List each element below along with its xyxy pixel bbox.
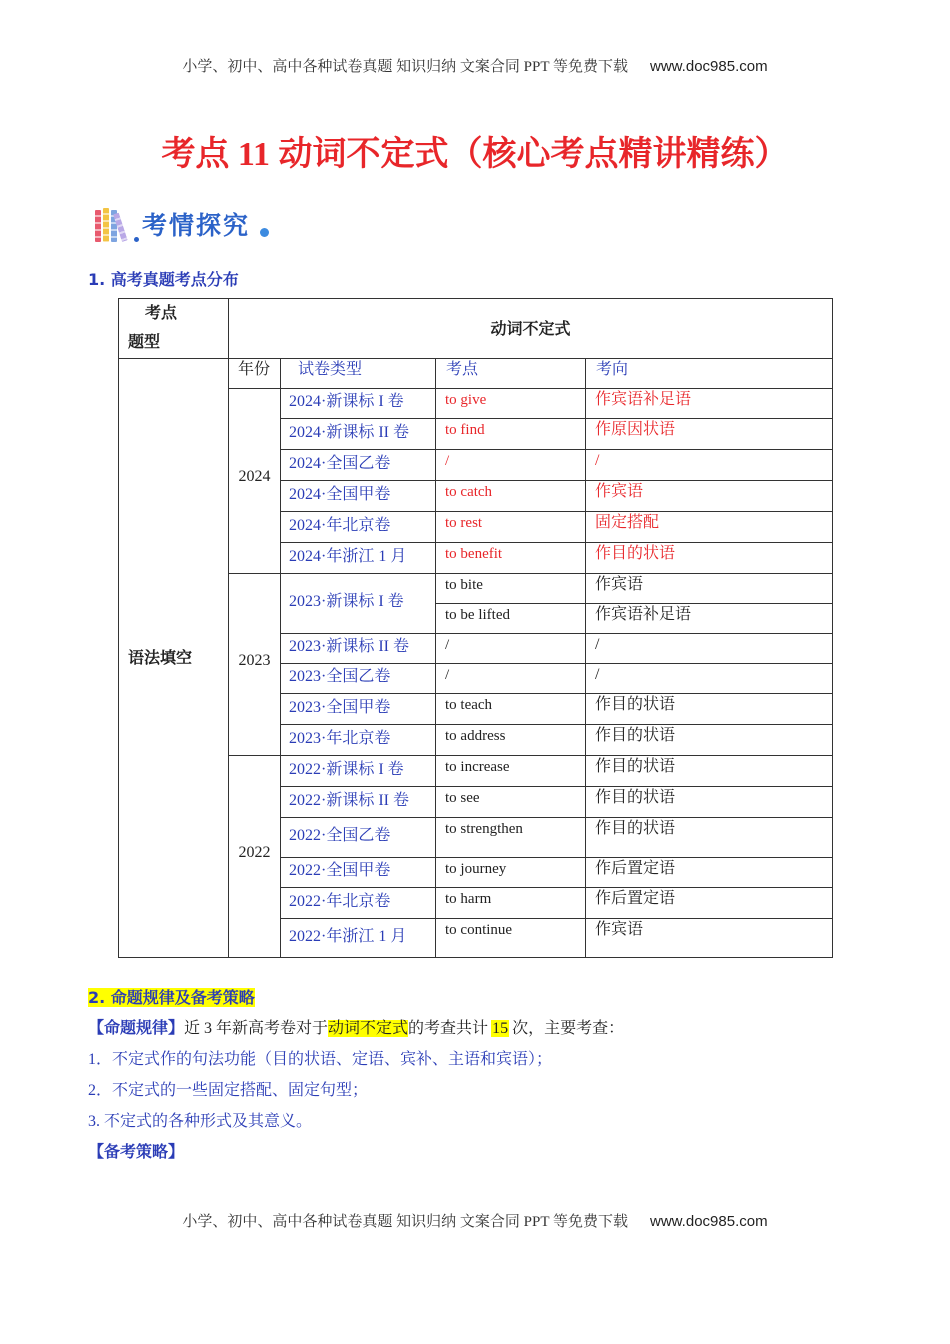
exam-distribution-table bbox=[118, 298, 833, 958]
footer-text: 小学、初中、高中各种试卷真题 知识归纳 文案合同 PPT 等免费下载 bbox=[182, 1214, 629, 1230]
header-site: www.doc985.com bbox=[650, 58, 768, 75]
column-header-row bbox=[119, 359, 833, 389]
paper-cell: 2024·全国乙卷 bbox=[281, 450, 436, 481]
paper-cell: 2022·新课标 I 卷 bbox=[281, 756, 436, 787]
point-cell: to harm bbox=[436, 888, 586, 919]
paper-cell: 2022·年浙江 1 月 bbox=[281, 919, 436, 958]
year-cell: 2023 bbox=[229, 574, 281, 756]
page-title: 考点 11 动词不定式（核心考点精讲精练） bbox=[161, 136, 789, 173]
point-cell: / bbox=[436, 664, 586, 694]
direction-cell: / bbox=[586, 664, 833, 694]
point-cell: / bbox=[436, 634, 586, 664]
column-header-year: 年份 bbox=[229, 359, 281, 389]
paper-cell: 2024·全国甲卷 bbox=[281, 481, 436, 512]
paper-cell: 2023·新课标 II 卷 bbox=[281, 634, 436, 664]
rule-point-3: 3. 不定式的各种形式及其意义。 bbox=[88, 1113, 313, 1130]
year-cell: 2022 bbox=[229, 756, 281, 958]
point-cell: to benefit bbox=[436, 543, 586, 574]
point-cell: to continue bbox=[436, 919, 586, 958]
header-text: 小学、初中、高中各种试卷真题 知识归纳 文案合同 PPT 等免费下载 bbox=[182, 59, 629, 75]
direction-cell: 作宾语补足语 bbox=[586, 604, 833, 634]
direction-cell: 作目的状语 bbox=[586, 694, 833, 725]
paper-cell: 2024·年浙江 1 月 bbox=[281, 543, 436, 574]
footer-site: www.doc985.com bbox=[650, 1213, 768, 1230]
point-cell: to give bbox=[436, 389, 586, 419]
direction-cell: / bbox=[586, 450, 833, 481]
rule-point-1: 1．不定式作的句法功能（目的状语、定语、宾补、主语和宾语）； bbox=[88, 1051, 553, 1068]
point-cell: / bbox=[436, 450, 586, 481]
section2-heading: 2. 命题规律及备考策略 bbox=[88, 988, 255, 1007]
strategy-section bbox=[88, 982, 888, 1168]
point-cell: to catch bbox=[436, 481, 586, 512]
direction-cell: 固定搭配 bbox=[586, 512, 833, 543]
page-footer bbox=[0, 1212, 950, 1232]
section1-heading: 1. 高考真题考点分布 bbox=[88, 270, 239, 289]
badge-label: 考情探究 bbox=[142, 211, 251, 240]
paper-cell: 2022·新课标 II 卷 bbox=[281, 787, 436, 818]
rule-line bbox=[88, 1013, 888, 1044]
section-badge bbox=[94, 206, 284, 246]
topic-header-cell: 动词不定式 bbox=[229, 299, 833, 359]
book-spine bbox=[103, 208, 109, 242]
direction-cell: 作宾语 bbox=[586, 919, 833, 958]
paper-cell: 2023·全国乙卷 bbox=[281, 664, 436, 694]
category-cell: 语法填空 bbox=[119, 359, 229, 958]
point-cell: to increase bbox=[436, 756, 586, 787]
corner-bottom-label: 题型 bbox=[128, 332, 161, 351]
direction-cell: 作后置定语 bbox=[586, 858, 833, 888]
column-header-point: 考点 bbox=[436, 359, 586, 389]
rule-label: 【命题规律】 bbox=[88, 1020, 185, 1037]
direction-cell: 作宾语 bbox=[586, 574, 833, 604]
paper-cell: 2022·年北京卷 bbox=[281, 888, 436, 919]
books-icon bbox=[94, 206, 132, 244]
paper-cell: 2023·全国甲卷 bbox=[281, 694, 436, 725]
table-header-row bbox=[119, 299, 833, 359]
direction-cell: 作目的状语 bbox=[586, 756, 833, 787]
direction-cell: 作目的状语 bbox=[586, 787, 833, 818]
point-cell: to see bbox=[436, 787, 586, 818]
direction-cell: 作目的状语 bbox=[586, 725, 833, 756]
column-header-paper: 试卷类型 bbox=[281, 359, 436, 389]
rule-count: 15 bbox=[492, 1020, 509, 1037]
rule-point-2: 2．不定式的一些固定搭配、固定句型； bbox=[88, 1082, 369, 1099]
paper-cell: 2024·年北京卷 bbox=[281, 512, 436, 543]
rule-text-middle: 的考查共计 bbox=[408, 1020, 489, 1037]
point-cell: to strengthen bbox=[436, 818, 586, 858]
dot-icon bbox=[260, 228, 269, 237]
dot-icon bbox=[134, 237, 139, 242]
direction-cell: 作目的状语 bbox=[586, 818, 833, 858]
section2-heading-line bbox=[88, 982, 888, 1013]
rule-text-before: 近 3 年新高考卷对于 bbox=[184, 1020, 329, 1037]
direction-cell: 作宾语补足语 bbox=[586, 389, 833, 419]
direction-cell: / bbox=[586, 634, 833, 664]
point-cell: to be lifted bbox=[436, 604, 586, 634]
point-cell: to journey bbox=[436, 858, 586, 888]
direction-cell: 作宾语 bbox=[586, 481, 833, 512]
point-cell: to address bbox=[436, 725, 586, 756]
point-cell: to teach bbox=[436, 694, 586, 725]
point-cell: to bite bbox=[436, 574, 586, 604]
corner-top-label: 考点 bbox=[145, 303, 178, 322]
rule-text-after: 次，主要考查： bbox=[512, 1020, 625, 1037]
rule-keyword: 动词不定式 bbox=[328, 1020, 409, 1037]
paper-cell: 2024·新课标 II 卷 bbox=[281, 419, 436, 450]
direction-cell: 作目的状语 bbox=[586, 543, 833, 574]
year-cell: 2024 bbox=[229, 389, 281, 574]
point-cell: to rest bbox=[436, 512, 586, 543]
book-spine bbox=[95, 210, 101, 242]
paper-cell: 2022·全国甲卷 bbox=[281, 858, 436, 888]
strategy-label: 【备考策略】 bbox=[88, 1144, 185, 1161]
direction-cell: 作原因状语 bbox=[586, 419, 833, 450]
direction-cell: 作后置定语 bbox=[586, 888, 833, 919]
point-cell: to find bbox=[436, 419, 586, 450]
corner-header-cell bbox=[119, 299, 229, 359]
table-body bbox=[119, 299, 833, 958]
column-header-direction: 考向 bbox=[586, 359, 833, 389]
paper-cell: 2023·年北京卷 bbox=[281, 725, 436, 756]
paper-cell: 2022·全国乙卷 bbox=[281, 818, 436, 858]
paper-cell: 2024·新课标 I 卷 bbox=[281, 389, 436, 419]
paper-cell: 2023·新课标 I 卷 bbox=[281, 574, 436, 634]
page-header bbox=[0, 57, 950, 77]
